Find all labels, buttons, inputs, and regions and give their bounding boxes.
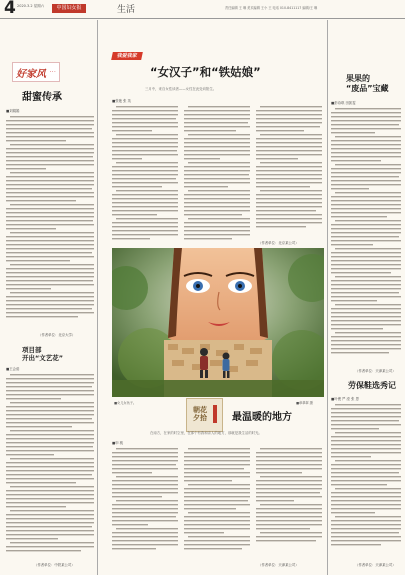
photo-caption-right: ■章翠翠 摄	[296, 401, 313, 405]
main-article-note: （作者单位：北京某公司）	[258, 241, 299, 245]
main-article-body	[112, 104, 324, 244]
column-badge-text	[193, 406, 207, 422]
article-title-project-line2: 开出“文艺花”	[22, 354, 64, 362]
article-body-left	[6, 114, 94, 329]
right-body-text-lines-2	[331, 402, 401, 560]
header-date: 2020.3.2 星期六	[17, 4, 45, 8]
right-article-note: （作者单位：天津某公司）	[355, 369, 396, 373]
right-headline	[346, 74, 389, 94]
body-text-lines-2	[6, 372, 94, 560]
editor-credits: 责任编辑 王 琳 美术编辑 王小 王 电话 010-8411117 编辑/王 琳	[225, 6, 318, 10]
article-byline-left-2: ■王会茹	[6, 367, 20, 371]
column-rule-left	[97, 20, 98, 575]
right-byline: ■彭诗琪 田凯雯	[331, 101, 356, 105]
article-byline-left: ■刘娟娟	[6, 109, 20, 113]
page-header	[0, 0, 405, 19]
article-title-project-line1: 项目部	[22, 346, 42, 354]
right-article-body	[331, 106, 401, 368]
main-subhead: 三月中，来自女性读者——女性在此处向阳生。	[145, 87, 217, 91]
column-badge-line1: 朝花	[193, 406, 207, 414]
right-article-body-2	[331, 402, 401, 560]
right-headline-line1: 果果的	[346, 74, 370, 83]
column-badge-seal	[213, 405, 217, 423]
article-note-left-2: （作者单位：中铁某公司）	[34, 563, 75, 567]
right-byline-2: ■叶俊 严 滢 张 思	[331, 397, 359, 401]
column-badge-line2: 夕拾	[193, 414, 207, 422]
right-headline-line2: “废品”宝藏	[346, 84, 389, 93]
main-body-text-lines	[112, 104, 324, 244]
article-body-left-2	[6, 372, 94, 560]
column-logo-dots: ···	[49, 68, 56, 76]
column-logo-text: 好家风	[16, 69, 46, 80]
column-rule-right	[327, 20, 328, 575]
photo-caption-left: ■女儿女孩子。	[114, 401, 137, 405]
column-logo	[12, 62, 60, 82]
right-article-note-2: （作者单位：天津某公司）	[355, 563, 396, 567]
bottom-article-body	[112, 446, 324, 558]
masthead: 中国妇女报	[52, 4, 86, 13]
article-title-sweet-heritage: 甜蜜传承	[22, 92, 62, 103]
bottom-article-note: （作者单位：天津某公司）	[258, 563, 299, 567]
main-photo	[112, 248, 324, 397]
article-note-left: （作者单位：北京大学）	[38, 333, 76, 337]
right-headline-2: 劳保鞋选秀记	[348, 381, 396, 390]
bottom-body-text-lines	[112, 446, 324, 558]
section-title: 生活	[117, 5, 136, 15]
column-tag: 我爱我家	[111, 52, 143, 60]
page-number: 4	[4, 0, 16, 18]
column-badge-zhaohua	[186, 398, 223, 432]
main-byline: ■张艳 张 英	[112, 99, 131, 103]
main-headline: “女汉子”和“铁姑娘”	[150, 65, 261, 79]
bottom-headline: 最温暖的地方	[232, 412, 292, 423]
photo-mural-illustration	[112, 248, 324, 397]
right-body-text-lines	[331, 106, 401, 368]
body-text-lines	[6, 114, 94, 329]
bottom-subhead: 在南方，在家的时空里，在那个有我和亲人的地方，那就是我生活的时光。	[150, 431, 262, 435]
bottom-byline: ■申 桃	[112, 441, 124, 445]
article-title-project	[22, 346, 63, 362]
